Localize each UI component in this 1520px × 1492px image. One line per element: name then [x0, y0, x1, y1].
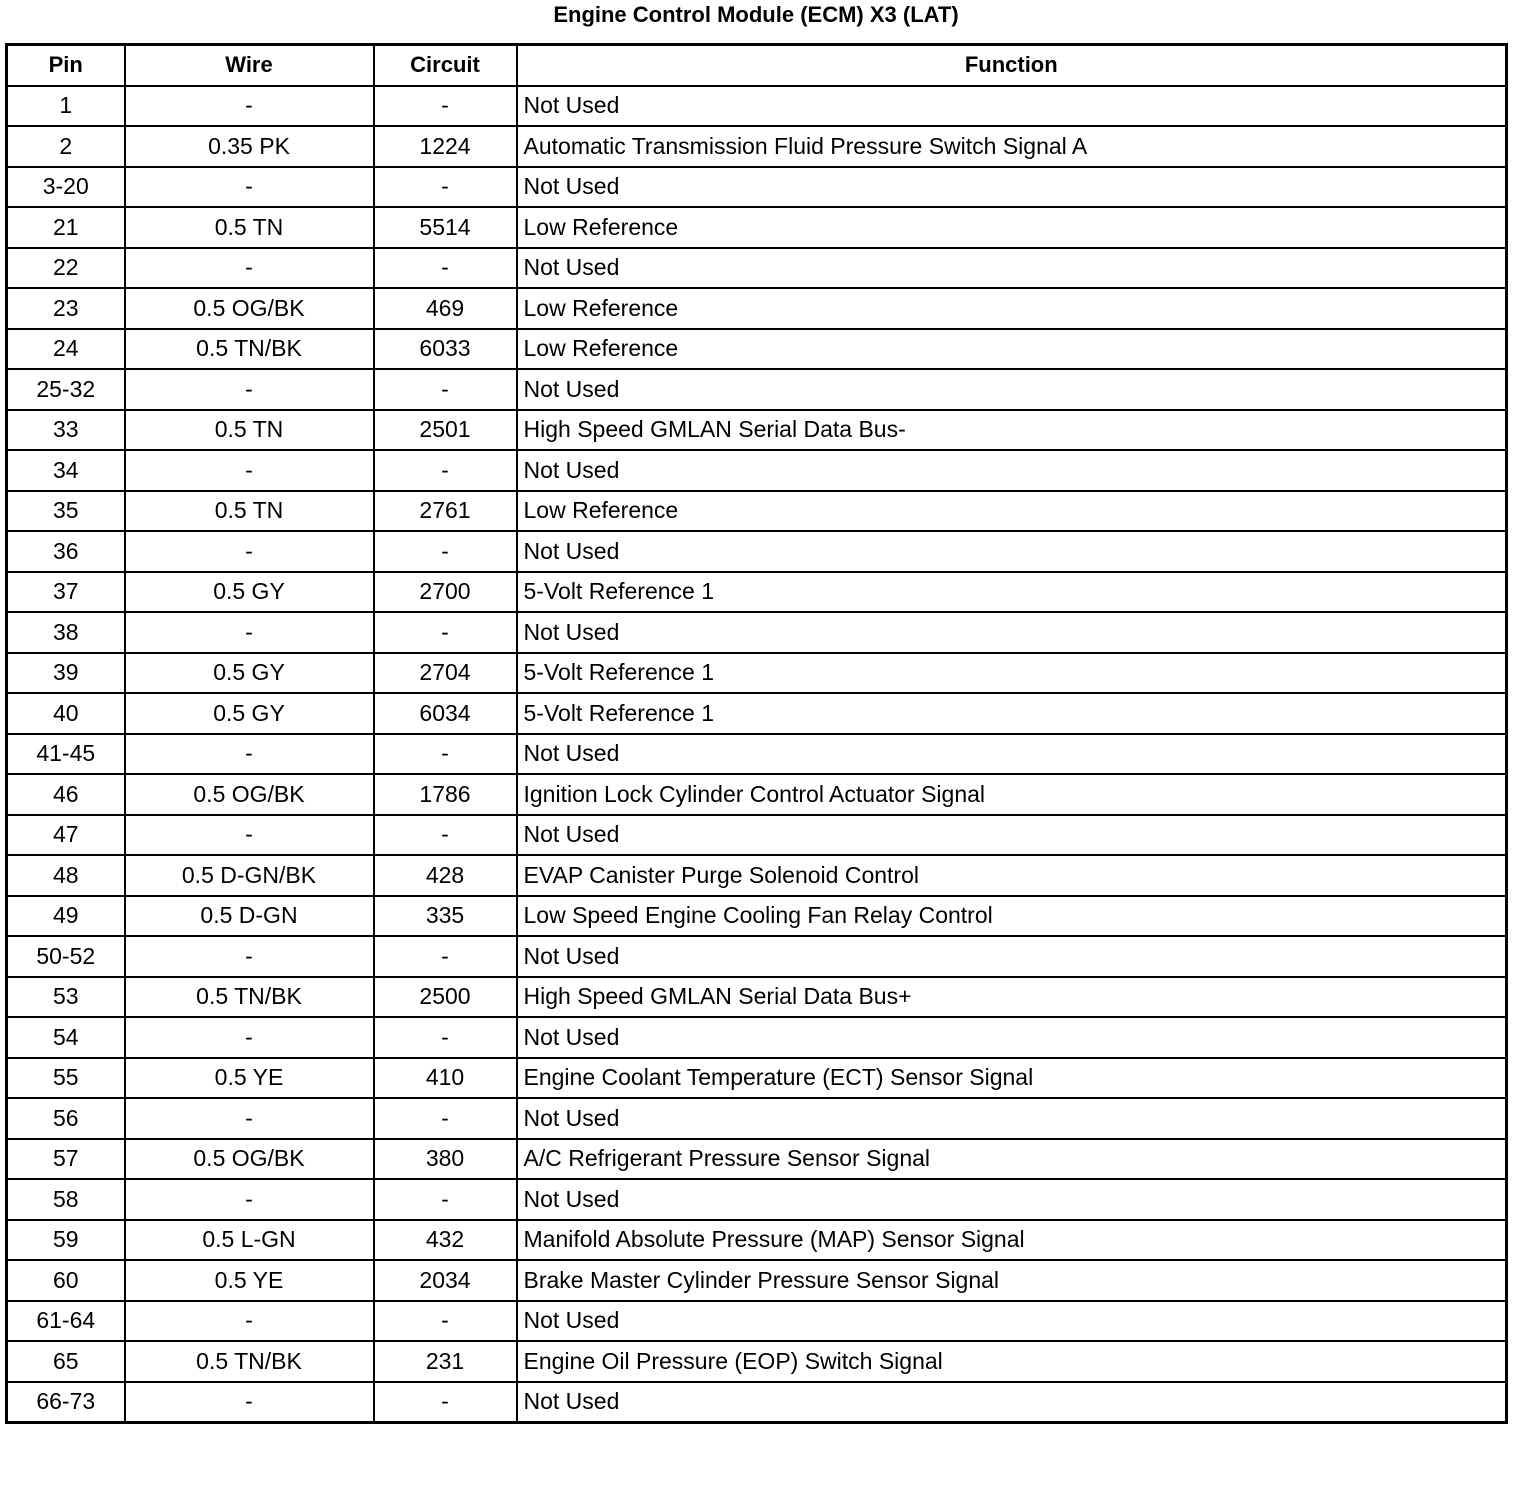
table-row: [7, 248, 1507, 289]
cell-wire: 0.5 D-GN: [125, 896, 374, 937]
cell-wire: -: [125, 248, 374, 289]
cell-circuit: -: [374, 612, 517, 653]
cell-circuit: -: [374, 1382, 517, 1423]
cell-pin: 3-20: [7, 167, 125, 208]
cell-circuit: 5514: [374, 207, 517, 248]
cell-circuit: 2704: [374, 653, 517, 694]
cell-wire: -: [125, 1301, 374, 1342]
cell-pin: 25-32: [7, 369, 125, 410]
cell-function: Not Used: [517, 167, 1507, 208]
table-row: [7, 572, 1507, 613]
cell-function: Engine Oil Pressure (EOP) Switch Signal: [517, 1341, 1507, 1382]
cell-function: Not Used: [517, 612, 1507, 653]
cell-circuit: -: [374, 1017, 517, 1058]
cell-function: Low Reference: [517, 207, 1507, 248]
cell-pin: 56: [7, 1098, 125, 1139]
cell-function: Ignition Lock Cylinder Control Actuator Signal: [517, 774, 1507, 815]
cell-circuit: 231: [374, 1341, 517, 1382]
table-row: [7, 1058, 1507, 1099]
cell-circuit: -: [374, 1179, 517, 1220]
cell-wire: 0.5 TN: [125, 207, 374, 248]
cell-function: Low Reference: [517, 329, 1507, 370]
cell-pin: 2: [7, 126, 125, 167]
cell-function: Automatic Transmission Fluid Pressure Switch Signal A: [517, 126, 1507, 167]
table-row: [7, 288, 1507, 329]
cell-function: A/C Refrigerant Pressure Sensor Signal: [517, 1139, 1507, 1180]
cell-wire: -: [125, 167, 374, 208]
cell-pin: 48: [7, 855, 125, 896]
cell-circuit: 6034: [374, 693, 517, 734]
cell-circuit: 2034: [374, 1260, 517, 1301]
cell-pin: 39: [7, 653, 125, 694]
cell-pin: 36: [7, 531, 125, 572]
cell-circuit: -: [374, 248, 517, 289]
cell-wire: 0.5 TN/BK: [125, 1341, 374, 1382]
table-row: [7, 329, 1507, 370]
cell-wire: -: [125, 815, 374, 856]
cell-function: Manifold Absolute Pressure (MAP) Sensor Signal: [517, 1220, 1507, 1261]
cell-circuit: -: [374, 167, 517, 208]
cell-wire: 0.5 OG/BK: [125, 774, 374, 815]
cell-function: Not Used: [517, 1098, 1507, 1139]
cell-function: Low Reference: [517, 288, 1507, 329]
cell-function: Not Used: [517, 531, 1507, 572]
cell-pin: 59: [7, 1220, 125, 1261]
cell-wire: 0.5 OG/BK: [125, 1139, 374, 1180]
table-row: [7, 896, 1507, 937]
cell-pin: 34: [7, 450, 125, 491]
table-row: [7, 774, 1507, 815]
cell-function: Not Used: [517, 815, 1507, 856]
table-row: [7, 1382, 1507, 1423]
table-row: [7, 815, 1507, 856]
cell-circuit: 1786: [374, 774, 517, 815]
cell-wire: -: [125, 1017, 374, 1058]
cell-wire: 0.5 YE: [125, 1058, 374, 1099]
table-row: [7, 167, 1507, 208]
table-row: [7, 126, 1507, 167]
cell-function: 5-Volt Reference 1: [517, 693, 1507, 734]
table-row: [7, 1301, 1507, 1342]
cell-circuit: 2761: [374, 491, 517, 532]
table-row: [7, 1341, 1507, 1382]
cell-function: Not Used: [517, 1017, 1507, 1058]
cell-circuit: 2700: [374, 572, 517, 613]
cell-wire: -: [125, 612, 374, 653]
cell-pin: 46: [7, 774, 125, 815]
column-header-circuit: Circuit: [374, 45, 517, 86]
table-row: [7, 410, 1507, 451]
cell-wire: 0.5 TN/BK: [125, 329, 374, 370]
cell-circuit: -: [374, 1301, 517, 1342]
cell-wire: -: [125, 734, 374, 775]
cell-circuit: -: [374, 734, 517, 775]
cell-function: Not Used: [517, 1301, 1507, 1342]
cell-function: Not Used: [517, 248, 1507, 289]
cell-circuit: -: [374, 815, 517, 856]
cell-pin: 24: [7, 329, 125, 370]
cell-wire: -: [125, 450, 374, 491]
cell-wire: 0.5 L-GN: [125, 1220, 374, 1261]
cell-function: Low Speed Engine Cooling Fan Relay Control: [517, 896, 1507, 937]
cell-function: 5-Volt Reference 1: [517, 572, 1507, 613]
cell-circuit: 2501: [374, 410, 517, 451]
cell-function: Not Used: [517, 1382, 1507, 1423]
cell-function: Not Used: [517, 450, 1507, 491]
cell-function: Low Reference: [517, 491, 1507, 532]
table-row: [7, 1139, 1507, 1180]
cell-wire: -: [125, 1179, 374, 1220]
cell-pin: 35: [7, 491, 125, 532]
table-header-row: [7, 45, 1507, 86]
cell-pin: 61-64: [7, 1301, 125, 1342]
table-row: [7, 693, 1507, 734]
cell-function: Engine Coolant Temperature (ECT) Sensor Signal: [517, 1058, 1507, 1099]
cell-pin: 55: [7, 1058, 125, 1099]
cell-pin: 58: [7, 1179, 125, 1220]
document-title: Engine Control Module (ECM) X3 (LAT): [553, 2, 959, 27]
cell-pin: 37: [7, 572, 125, 613]
column-header-pin: Pin: [7, 45, 125, 86]
pinout-table: [5, 43, 1508, 1424]
column-header-wire: Wire: [125, 45, 374, 86]
cell-wire: 0.5 TN: [125, 410, 374, 451]
cell-circuit: 335: [374, 896, 517, 937]
cell-circuit: 380: [374, 1139, 517, 1180]
table-row: [7, 369, 1507, 410]
cell-pin: 21: [7, 207, 125, 248]
cell-pin: 54: [7, 1017, 125, 1058]
cell-wire: -: [125, 86, 374, 127]
table-row: [7, 450, 1507, 491]
cell-pin: 49: [7, 896, 125, 937]
cell-pin: 57: [7, 1139, 125, 1180]
cell-circuit: 469: [374, 288, 517, 329]
cell-wire: 0.5 YE: [125, 1260, 374, 1301]
column-header-function: Function: [517, 45, 1507, 86]
cell-function: Not Used: [517, 86, 1507, 127]
cell-wire: 0.5 OG/BK: [125, 288, 374, 329]
cell-pin: 50-52: [7, 936, 125, 977]
table-row: [7, 612, 1507, 653]
cell-wire: 0.5 D-GN/BK: [125, 855, 374, 896]
cell-pin: 33: [7, 410, 125, 451]
cell-pin: 65: [7, 1341, 125, 1382]
cell-function: Not Used: [517, 734, 1507, 775]
table-row: [7, 977, 1507, 1018]
cell-circuit: 428: [374, 855, 517, 896]
cell-pin: 60: [7, 1260, 125, 1301]
cell-function: Not Used: [517, 1179, 1507, 1220]
table-row: [7, 936, 1507, 977]
cell-circuit: -: [374, 936, 517, 977]
cell-function: Brake Master Cylinder Pressure Sensor Signal: [517, 1260, 1507, 1301]
cell-circuit: -: [374, 369, 517, 410]
cell-circuit: 432: [374, 1220, 517, 1261]
cell-wire: -: [125, 1382, 374, 1423]
cell-circuit: -: [374, 450, 517, 491]
cell-wire: 0.5 TN: [125, 491, 374, 532]
cell-pin: 40: [7, 693, 125, 734]
cell-function: High Speed GMLAN Serial Data Bus+: [517, 977, 1507, 1018]
table-row: [7, 531, 1507, 572]
cell-circuit: -: [374, 531, 517, 572]
cell-circuit: -: [374, 86, 517, 127]
table-row: [7, 1179, 1507, 1220]
cell-pin: 66-73: [7, 1382, 125, 1423]
table-row: [7, 1220, 1507, 1261]
cell-wire: -: [125, 369, 374, 410]
cell-pin: 47: [7, 815, 125, 856]
cell-wire: 0.35 PK: [125, 126, 374, 167]
cell-function: Not Used: [517, 369, 1507, 410]
table-body: [7, 86, 1507, 1423]
cell-wire: 0.5 GY: [125, 653, 374, 694]
table-row: [7, 207, 1507, 248]
cell-circuit: 6033: [374, 329, 517, 370]
table-row: [7, 491, 1507, 532]
cell-function: High Speed GMLAN Serial Data Bus-: [517, 410, 1507, 451]
cell-wire: 0.5 GY: [125, 572, 374, 613]
cell-wire: -: [125, 531, 374, 572]
cell-function: 5-Volt Reference 1: [517, 653, 1507, 694]
cell-wire: -: [125, 936, 374, 977]
cell-pin: 1: [7, 86, 125, 127]
cell-wire: 0.5 GY: [125, 693, 374, 734]
cell-function: EVAP Canister Purge Solenoid Control: [517, 855, 1507, 896]
cell-circuit: 2500: [374, 977, 517, 1018]
cell-function: Not Used: [517, 936, 1507, 977]
cell-circuit: -: [374, 1098, 517, 1139]
cell-pin: 22: [7, 248, 125, 289]
table-row: [7, 734, 1507, 775]
cell-wire: -: [125, 1098, 374, 1139]
cell-pin: 23: [7, 288, 125, 329]
cell-pin: 41-45: [7, 734, 125, 775]
table-row: [7, 1098, 1507, 1139]
cell-pin: 38: [7, 612, 125, 653]
table-row: [7, 1260, 1507, 1301]
table-row: [7, 86, 1507, 127]
cell-pin: 53: [7, 977, 125, 1018]
cell-circuit: 1224: [374, 126, 517, 167]
table-row: [7, 1017, 1507, 1058]
table-row: [7, 855, 1507, 896]
cell-circuit: 410: [374, 1058, 517, 1099]
cell-wire: 0.5 TN/BK: [125, 977, 374, 1018]
table-row: [7, 653, 1507, 694]
